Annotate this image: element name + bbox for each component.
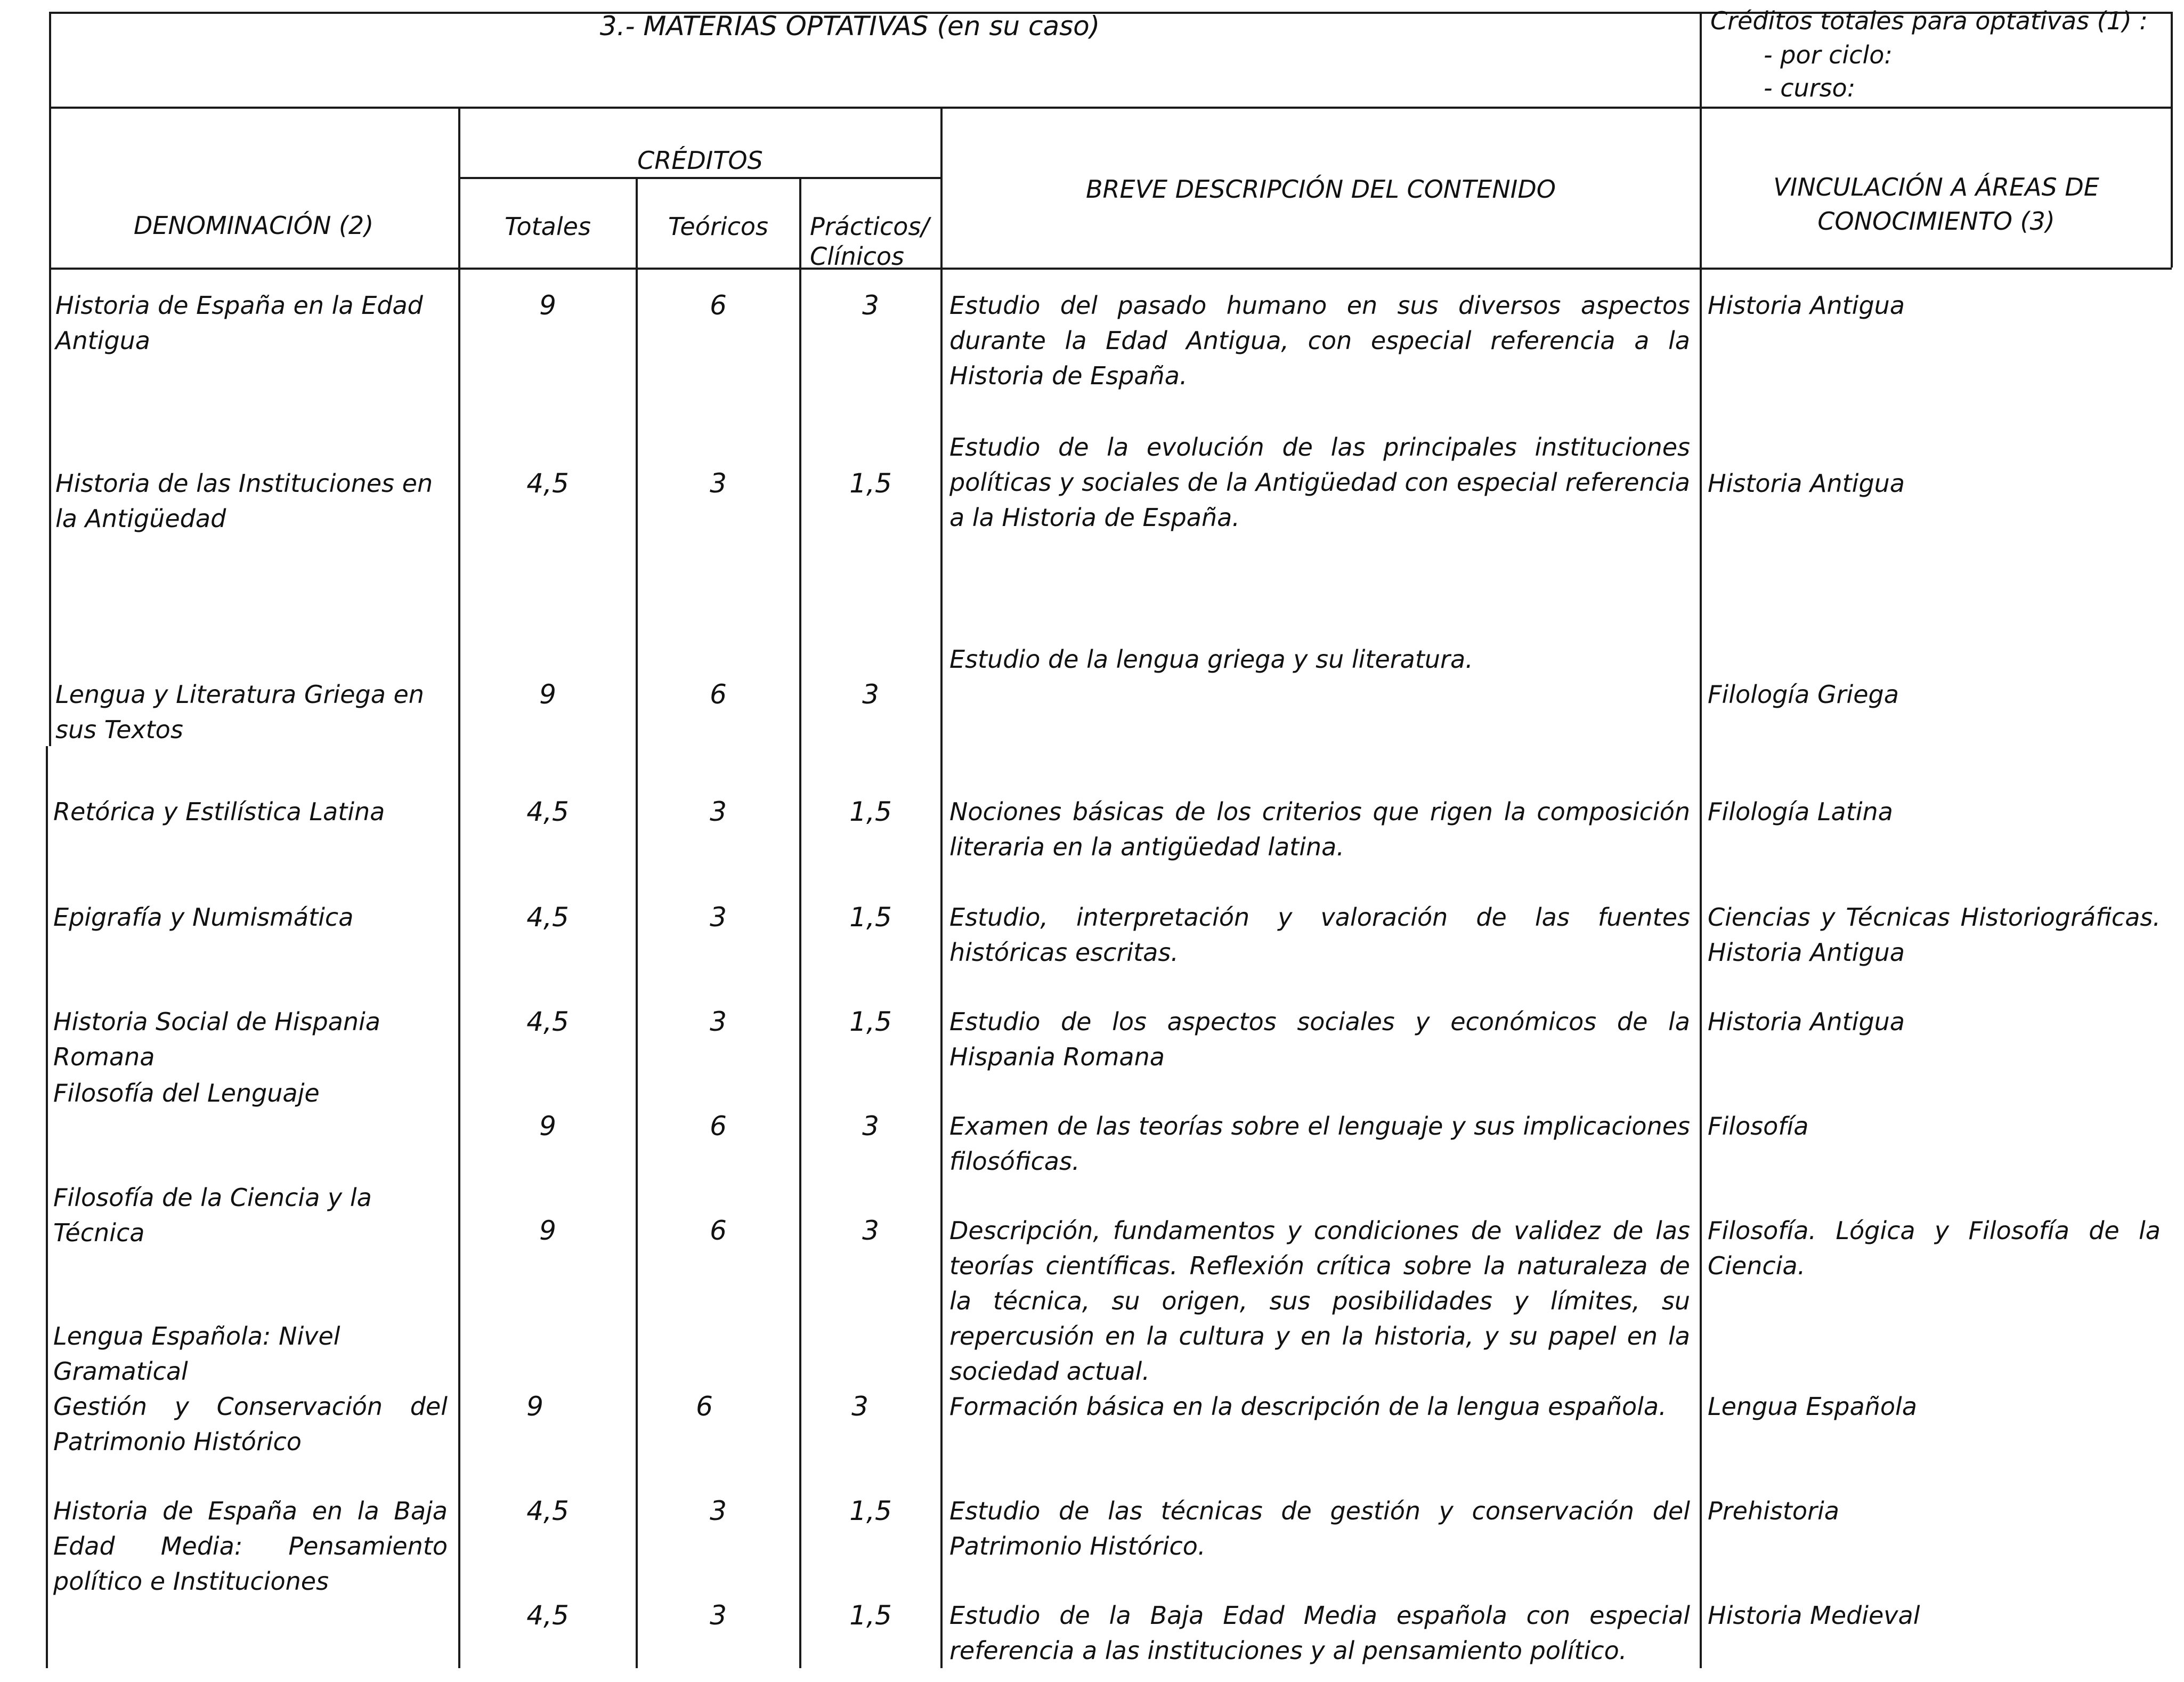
row-practicos: 3 [862,679,879,710]
col-header-denominacion: DENOMINACIÓN (2) [133,211,374,240]
row-practicos: 3 [862,1215,879,1246]
row-descripcion: Estudio de los aspectos sociales y económicos de la Hispania Romana [949,1007,1690,1071]
row-practicos: 3 [862,290,879,321]
row-teoricos: 6 [696,1391,713,1422]
credits-por-ciclo-label: - por ciclo: [1764,41,1893,69]
row-practicos: 3 [851,1391,868,1422]
row-totales: 4,5 [526,468,569,499]
row-name: Retórica y Estilística Latina [53,797,385,826]
row-practicos: 3 [862,1111,879,1142]
row-area: Filología Latina [1708,797,1893,826]
row-name: Historia de las Instituciones en la Antigüedad [55,469,433,533]
credits-curso-label: - curso: [1764,74,1856,102]
row-totales: 4,5 [526,1495,569,1526]
row-descripcion: Estudio de la evolución de las principales instituciones políticas y sociales de la Antigüedad con especial referencia a la Historia de España. [949,433,1690,532]
row-practicos: 1,5 [849,468,892,499]
row-area: Historia Antigua [1708,291,1905,320]
frame-left-line [49,12,51,746]
row-area: Filosofía [1708,1112,1809,1141]
col-header-practicos: Prácticos/ [810,212,929,241]
row-practicos: 1,5 [849,1006,892,1037]
col-header-conocimiento: CONOCIMIENTO (3) [1817,207,2055,236]
row-practicos: 1,5 [849,902,892,933]
row-name: Historia de España en la Edad Antigua [55,291,423,355]
row-descripcion: Examen de las teorías sobre el lenguaje y sus implicaciones filosóficas. [949,1112,1690,1176]
col-header-creditos: CRÉDITOS [637,146,763,175]
column-header-bottom [49,268,2172,270]
row-totales: 4,5 [526,902,569,933]
page-title: 3.- MATERIAS OPTATIVAS (en su caso) [599,11,1100,42]
row-name: Gestión y Conservación del Patrimonio Histórico [53,1392,448,1456]
row-name: Filosofía del Lenguaje [53,1079,320,1107]
row-area: Lengua Española [1708,1392,1917,1421]
col-header-teoricos: Teóricos [668,212,768,241]
row-name: Filosofía de la Ciencia y la Técnica [53,1183,372,1247]
row-teoricos: 3 [710,468,727,499]
row-area: Historia Antigua [1708,1007,1905,1036]
row-descripcion: Estudio de la Baja Edad Media española con especial referencia a las instituciones y al pensamiento político. [949,1601,1690,1665]
row-totales: 9 [539,1111,556,1142]
row-teoricos: 3 [710,1495,727,1526]
col-divider-totales [458,107,460,1668]
row-descripcion: Estudio de la lengua griega y su literatura. [949,645,1473,674]
row-name: Epigrafía y Numismática [53,903,354,932]
col-header-descripcion: BREVE DESCRIPCIÓN DEL CONTENIDO [1086,175,1556,204]
row-descripcion: Descripción, fundamentos y condiciones de validez de las teorías científicas. Reflexión crítica sobre la naturaleza de la técnica, su origen, sus posibilidades y límites, su repercusión en la cultura y en la historia, y su papel en la sociedad actual. [949,1216,1690,1386]
row-name: Historia Social de Hispania Romana [53,1007,380,1071]
row-descripcion: Estudio de las técnicas de gestión y conservación del Patrimonio Histórico. [949,1497,1690,1560]
row-area: Prehistoria [1708,1497,1839,1525]
row-teoricos: 3 [710,1600,727,1631]
row-totales: 9 [526,1391,543,1422]
frame-left-line-lower [46,746,48,1668]
row-practicos: 1,5 [849,1600,892,1631]
row-name: Lengua Española: Nivel Gramatical [53,1322,340,1386]
row-teoricos: 6 [710,679,727,710]
row-teoricos: 6 [710,1215,727,1246]
row-totales: 4,5 [526,796,569,827]
row-teoricos: 6 [710,290,727,321]
row-totales: 9 [539,290,556,321]
col-divider-descripcion [940,107,943,1668]
row-area: Ciencias y Técnicas Historiográficas. Historia Antigua [1708,903,2161,967]
row-area: Filosofía. Lógica y Filosofía de la Ciencia. [1708,1216,2161,1280]
row-practicos: 1,5 [849,1495,892,1526]
row-totales: 4,5 [526,1006,569,1037]
row-area: Historia Medieval [1708,1601,1920,1630]
row-name: Lengua y Literatura Griega en sus Textos [55,680,424,744]
col-header-clinicos: Clínicos [810,242,905,271]
row-descripcion: Estudio del pasado humano en sus diversos aspectos durante la Edad Antigua, con especial referencia a la Historia de España. [949,291,1690,390]
row-descripcion: Nociones básicas de los criterios que rigen la composición literaria en la antigüedad latina. [949,797,1690,861]
row-descripcion: Formación básica en la descripción de la lengua española. [949,1392,1667,1421]
header-separator [49,107,2172,109]
row-practicos: 1,5 [849,796,892,827]
row-area: Historia Antigua [1708,469,1905,498]
row-name: Historia de España en la Baja Edad Media: Pensamiento político e Instituciones [53,1497,448,1596]
row-totales: 9 [539,1215,556,1246]
row-totales: 4,5 [526,1600,569,1631]
row-totales: 9 [539,679,556,710]
row-teoricos: 3 [710,796,727,827]
row-teoricos: 6 [710,1111,727,1142]
row-teoricos: 3 [710,1006,727,1037]
col-divider-area [1700,12,1702,1668]
row-teoricos: 3 [710,902,727,933]
frame-right-line [2171,12,2173,268]
credits-total-label: Créditos totales para optativas (1) : [1710,6,2148,35]
row-area: Filología Griega [1708,680,1899,709]
col-header-vinculacion: VINCULACIÓN A ÁREAS DE [1773,173,2099,201]
col-header-totales: Totales [505,212,591,241]
row-descripcion: Estudio, interpretación y valoración de las fuentes históricas escritas. [949,903,1690,967]
